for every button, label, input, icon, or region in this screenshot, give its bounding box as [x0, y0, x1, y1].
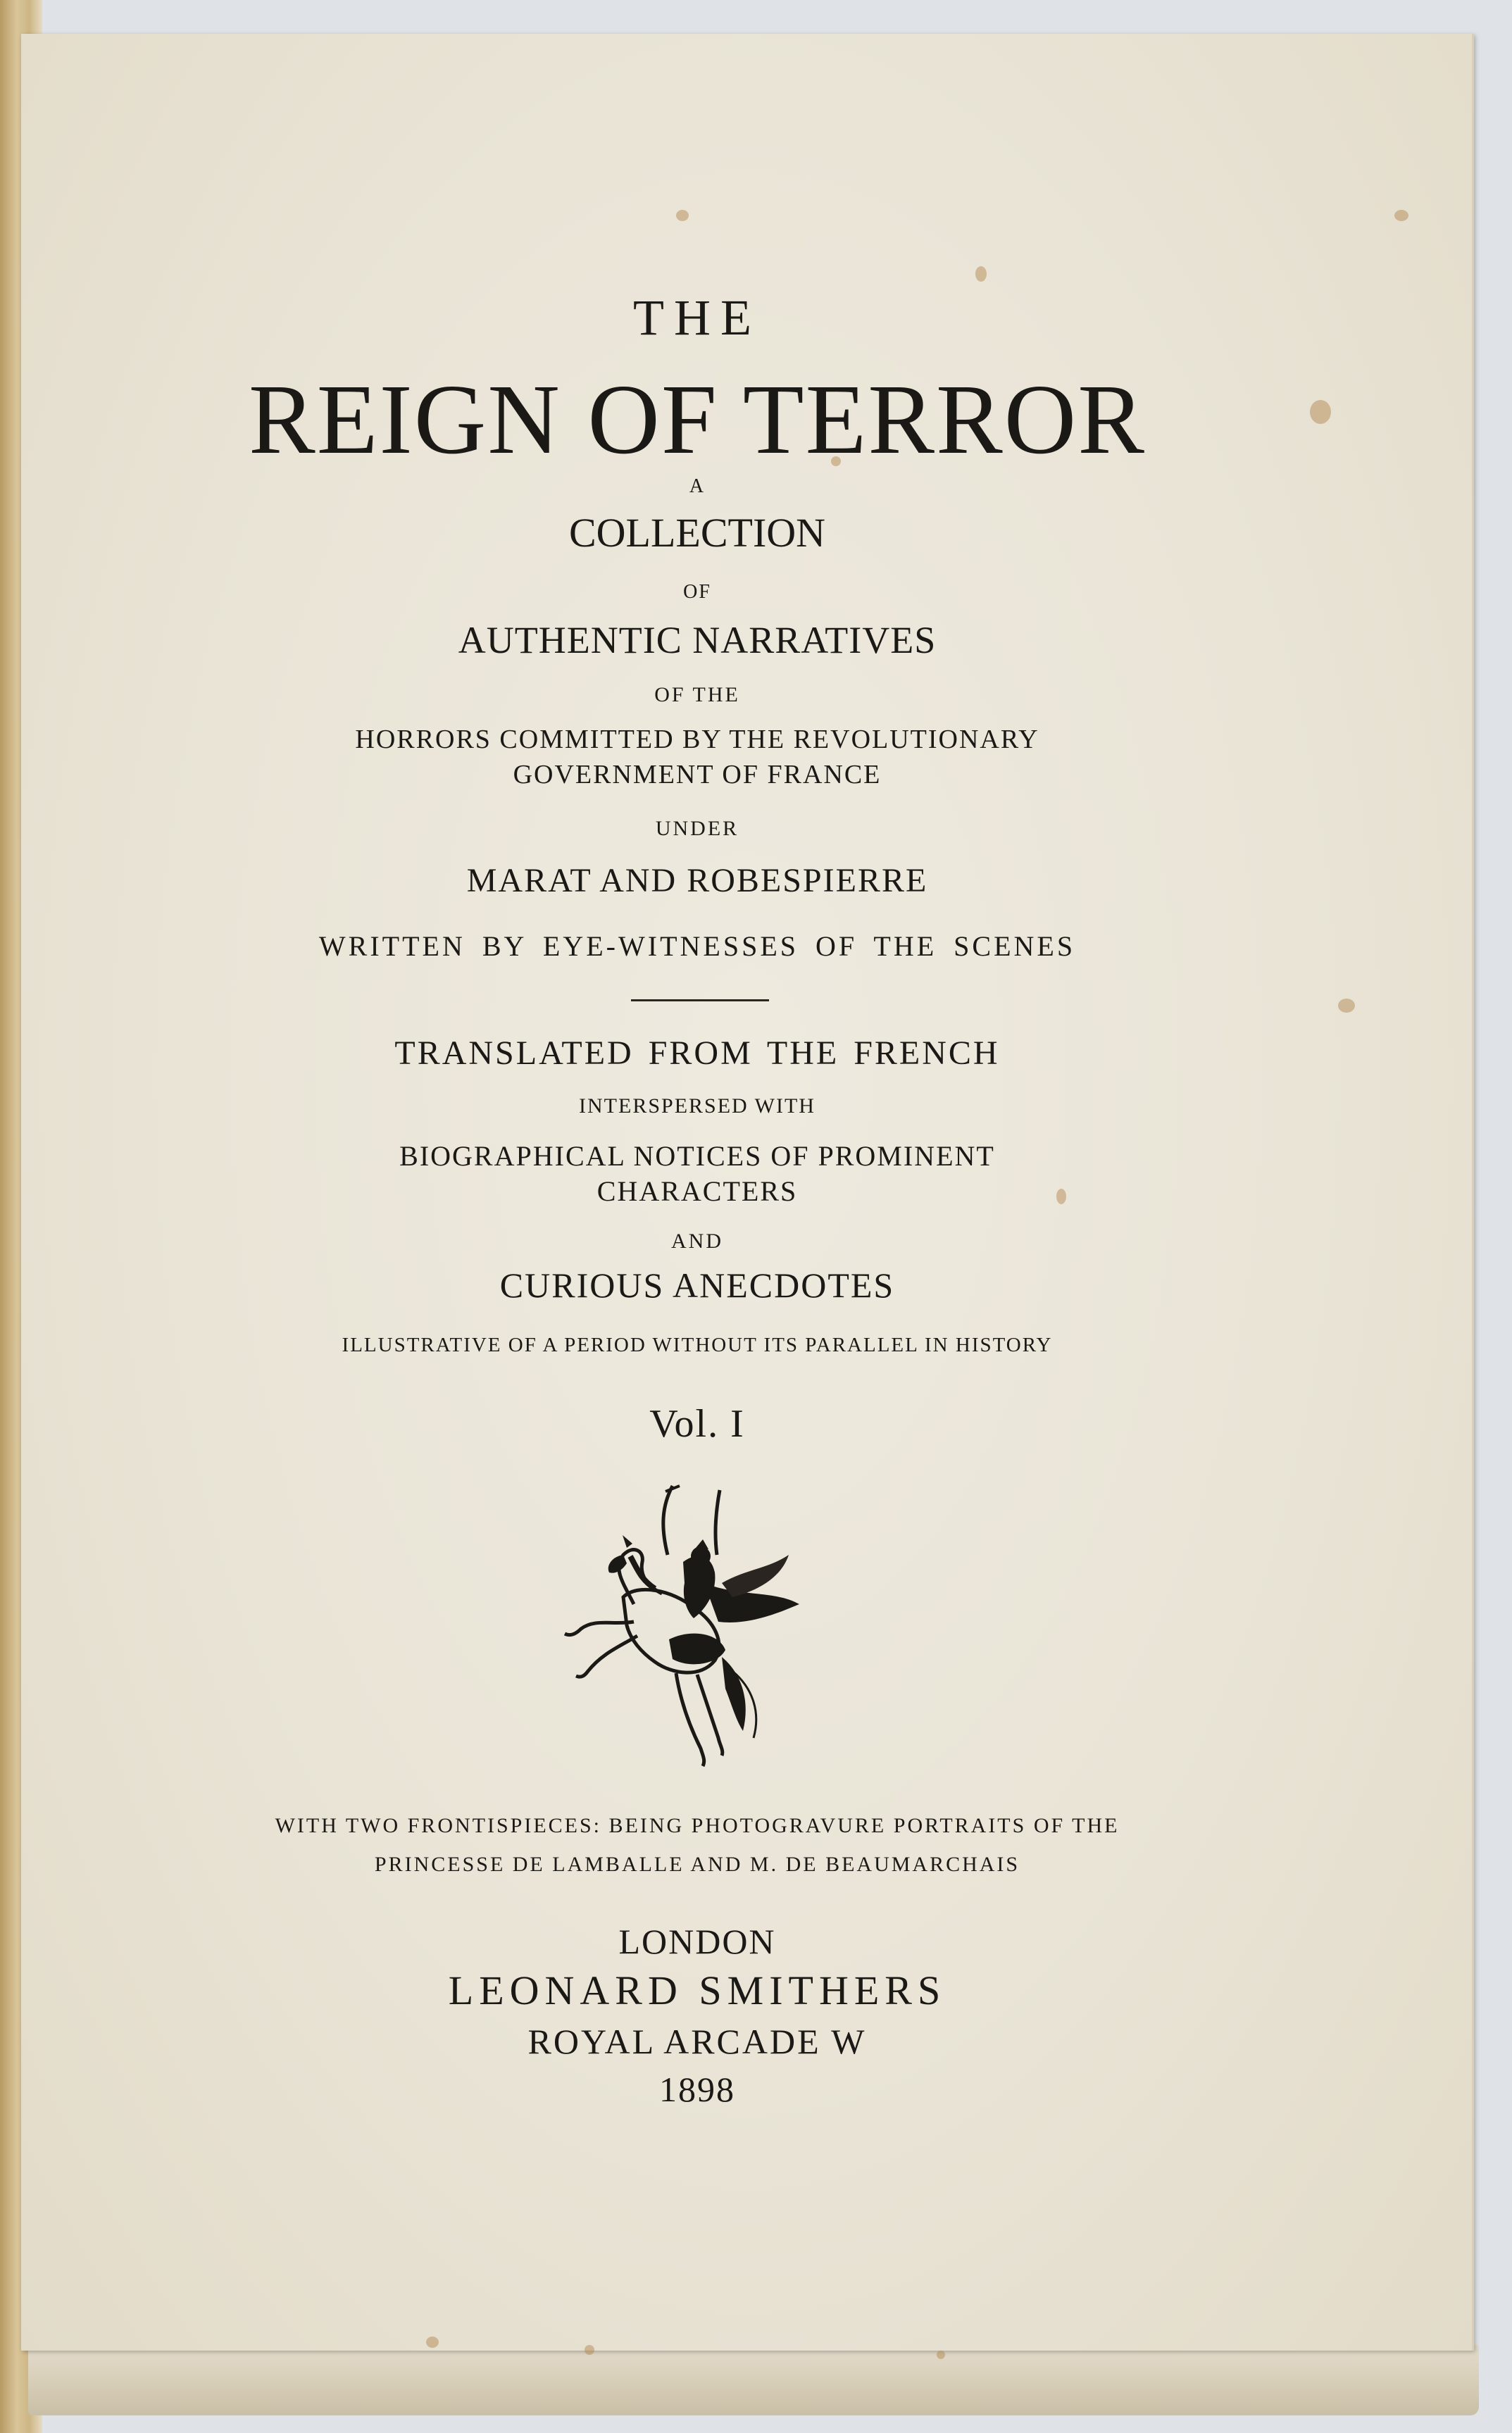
pegasus-rider-emblem-icon — [556, 1477, 817, 1773]
publication-year: 1898 — [659, 2070, 735, 2109]
connector-of-the: OF THE — [654, 683, 740, 706]
publication-city: LONDON — [618, 1922, 776, 1961]
publisher-address: ROYAL ARCADE W — [527, 2022, 867, 2061]
foxing-spot — [1394, 210, 1408, 221]
frontispieces-line1: WITH TWO FRONTISPIECES: BEING PHOTOGRAVURE PORTRAITS OF THE — [275, 1814, 1120, 1837]
page-stack-edge — [28, 2345, 1479, 2415]
connector-of: OF — [683, 581, 711, 603]
connector-interspersed: INTERSPERSED WITH — [579, 1094, 816, 1118]
curious-anecdotes: CURIOUS ANECDOTES — [499, 1265, 895, 1305]
foxing-spot — [975, 266, 987, 282]
subtitle-authentic-narratives: AUTHENTIC NARRATIVES — [458, 619, 937, 661]
foxing-spot — [676, 210, 689, 221]
publisher-name: LEONARD SMITHERS — [448, 1968, 946, 2013]
connector-a: A — [689, 475, 706, 497]
connector-under: UNDER — [655, 817, 739, 840]
subtitle-horrors-line1: HORRORS COMMITTED BY THE REVOLUTIONARY — [355, 725, 1039, 754]
title-page — [21, 34, 1474, 2351]
foxing-spot — [426, 2337, 439, 2348]
divider-rule — [631, 999, 769, 1001]
volume-number: Vol. I — [649, 1402, 745, 1446]
foxing-spot — [937, 2351, 945, 2359]
page-title: REIGN OF TERROR — [249, 363, 1146, 475]
subtitle-collection: COLLECTION — [568, 510, 826, 556]
subtitle-horrors-line2: GOVERNMENT OF FRANCE — [513, 760, 882, 789]
foxing-spot — [1338, 999, 1355, 1013]
connector-and: AND — [671, 1230, 723, 1253]
biographical-notices-line2: CHARACTERS — [596, 1175, 798, 1207]
foxing-spot — [585, 2345, 594, 2355]
illustrative-note: ILLUSTRATIVE OF A PERIOD WITHOUT ITS PARALLEL IN HISTORY — [342, 1334, 1053, 1356]
biographical-notices-line1: BIOGRAPHICAL NOTICES OF PROMINENT — [399, 1140, 995, 1172]
frontispieces-line2: PRINCESSE DE LAMBALLE AND M. DE BEAUMARCHAIS — [374, 1853, 1020, 1876]
translation-note: TRANSLATED FROM THE FRENCH — [394, 1034, 1000, 1072]
title-article: THE — [633, 289, 761, 346]
subtitle-marat-robespierre: MARAT AND ROBESPIERRE — [466, 862, 928, 899]
subtitle-eye-witnesses: WRITTEN BY EYE-WITNESSES OF THE SCENES — [318, 930, 1076, 962]
